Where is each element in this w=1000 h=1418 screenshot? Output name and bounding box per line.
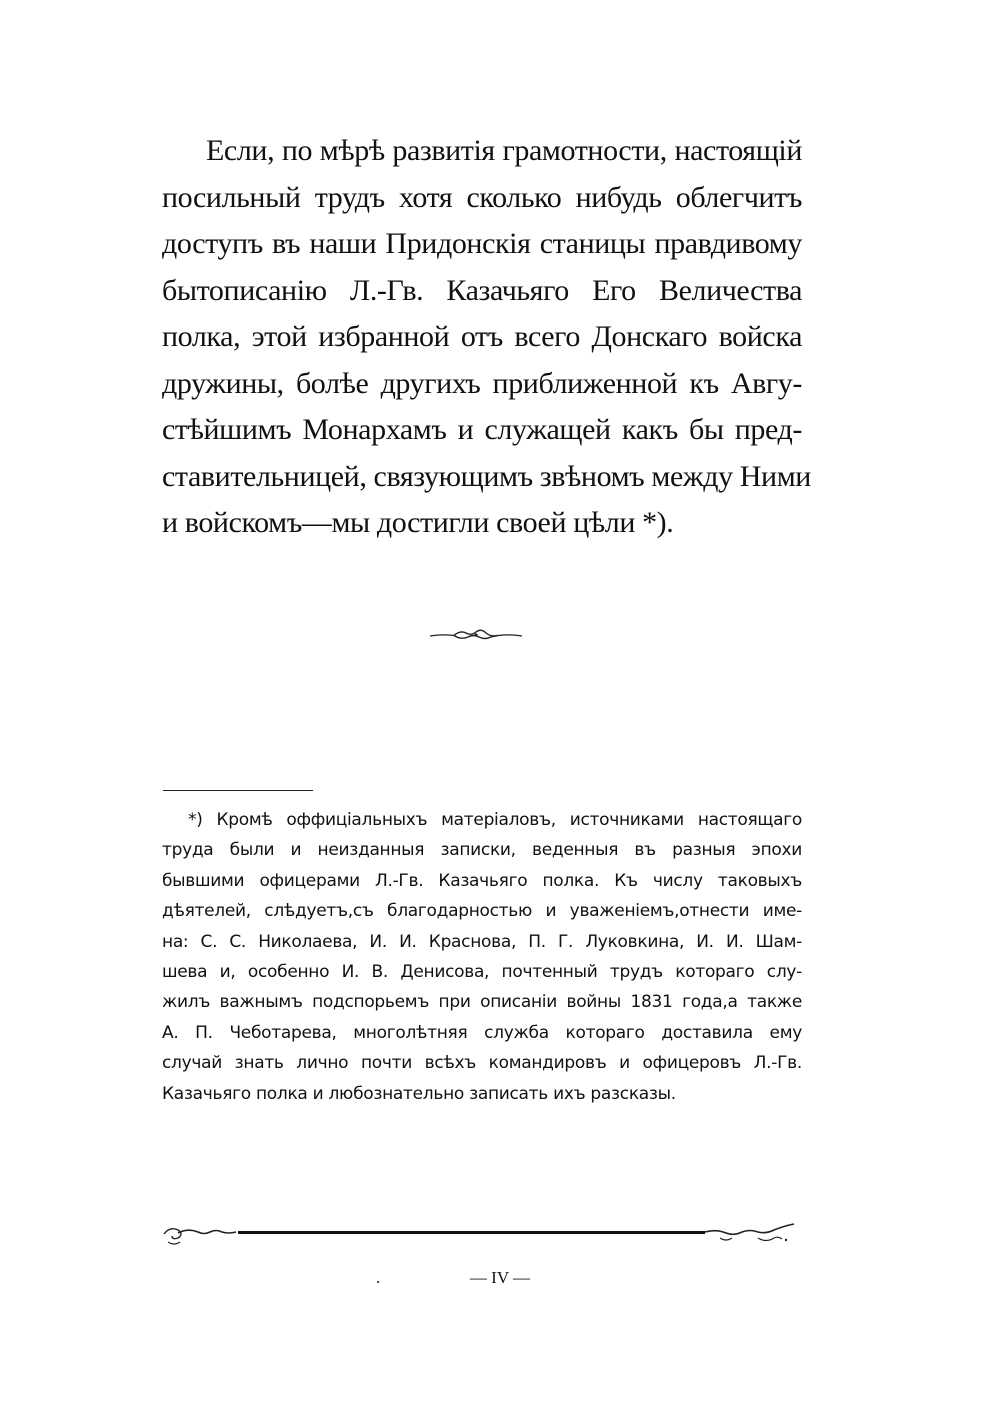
- page-number-label: — IV —: [469, 1268, 531, 1287]
- footnote-line: Казачьяго полка и любознательно записать ихъ разсказы.: [162, 1083, 676, 1104]
- main-paragraph-line: бытописанію Л.-Гв. Казачьяго Его Величества: [162, 273, 802, 307]
- main-paragraph-line: ставительницей, связующимъ звѣномъ между Ними: [162, 459, 811, 493]
- footnote-line: на: С. С. Николаева, И. И. Краснова, П. Г. Луковкина, И. И. Шам-: [162, 931, 802, 952]
- main-paragraph-line: полка, этой избранной отъ всего Донскаго войска: [162, 320, 802, 353]
- footnote-line: жилъ важнымъ подспорьемъ при описаніи войны 1831 года,а также: [162, 992, 802, 1013]
- page-mark: .: [376, 1268, 381, 1287]
- main-paragraph-line: стѣйшимъ Монархамъ и служащей какъ бы пред-: [162, 413, 802, 446]
- main-paragraph: [162, 128, 811, 547]
- main-paragraph-line: доступъ въ наши Придонскія станицы правдивому: [162, 227, 802, 260]
- decorative-bottom-rule: [160, 1220, 800, 1250]
- page-number: [0, 1268, 1000, 1288]
- main-paragraph-line: и войскомъ—мы достигли своей цѣли *).: [162, 506, 674, 539]
- footnote-line: случай знать лично почти всѣхъ командировъ и офицеровъ Л.-Гв.: [162, 1053, 802, 1074]
- footnote-line: труда были и неизданныя записки, веденныя въ разныя эпохи: [162, 840, 802, 861]
- main-paragraph-line: Если, по мѣрѣ развитія грамотности, настоящій: [206, 134, 802, 167]
- footnote-separator: [163, 790, 313, 791]
- main-paragraph-line: посильный трудъ хотя сколько нибудь облегчитъ: [162, 180, 802, 214]
- footnote-line: шева и, особенно И. В. Денисова, почтенный трудъ котораго слу-: [162, 962, 802, 983]
- footnote-line: *) Кромѣ оффиціальныхъ матеріаловъ, источниками настоящаго: [188, 810, 802, 830]
- section-ornament: [428, 627, 524, 643]
- footnote-line: бывшими офицерами Л.-Гв. Казачьяго полка. Къ числу таковыхъ: [162, 870, 802, 891]
- footnote-line: А. П. Чеботарева, многолѣтняя служба котораго доставила ему: [162, 1022, 802, 1043]
- footnote: [162, 805, 802, 1109]
- footnote-line: дѣятелей, слѣдуетъ,съ благодарностью и уваженіемъ,отнести име-: [162, 901, 802, 922]
- main-paragraph-line: дружины, болѣе другихъ приближенной къ Авгу-: [162, 366, 802, 400]
